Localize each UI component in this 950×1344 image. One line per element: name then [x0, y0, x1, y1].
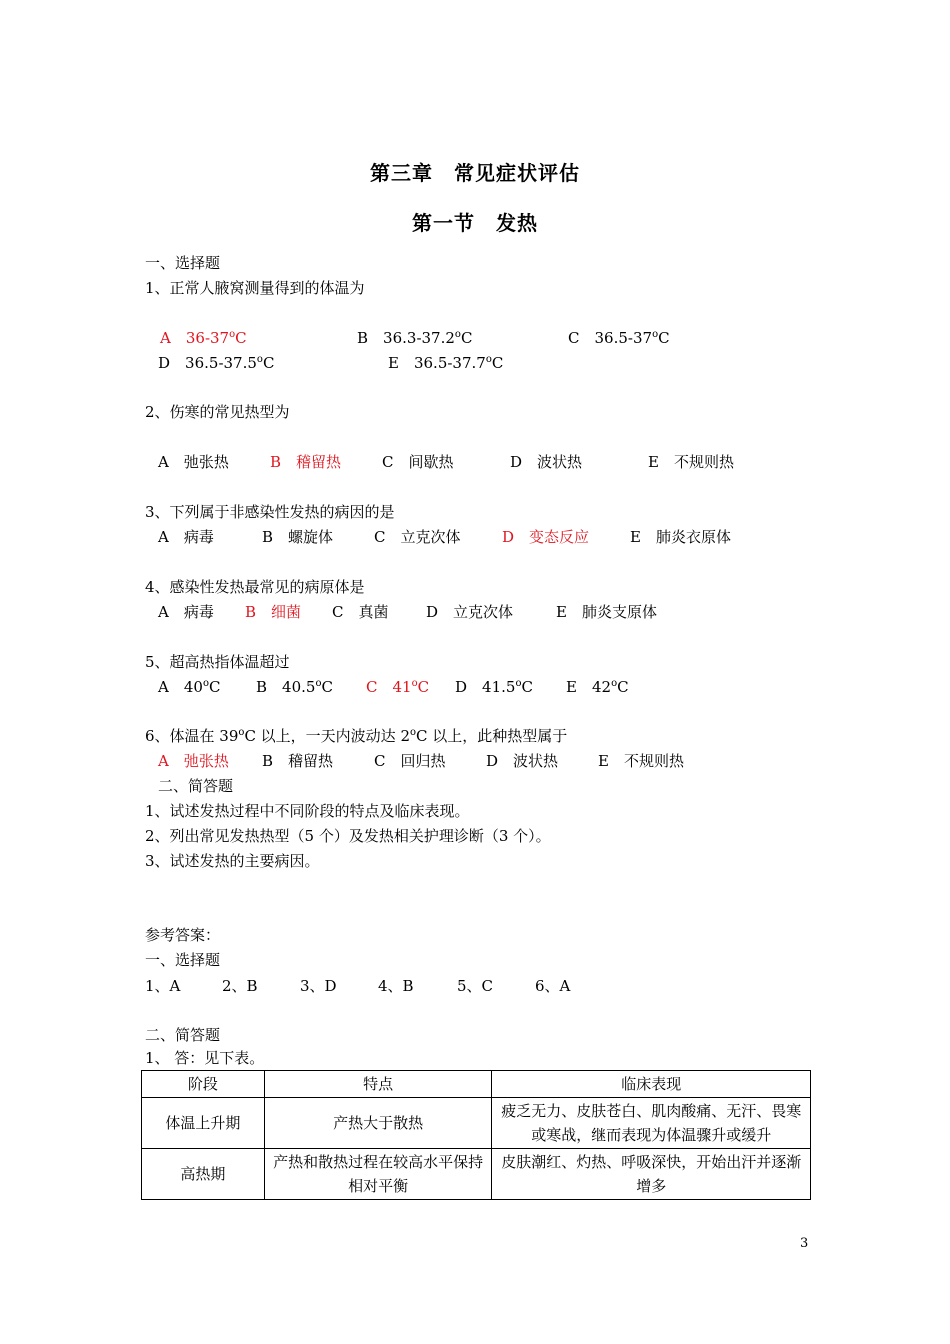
q3-option-a: A 病毒 [158, 528, 214, 546]
table-cell: 体温上升期 [142, 1098, 265, 1149]
q4-option-b: B 细菌 [245, 603, 302, 621]
short-question-1: 1、试述发热过程中不同阶段的特点及临床表现。 [145, 802, 470, 820]
answer-item: 4、B [378, 977, 414, 995]
question-4-stem: 4、感染性发热最常见的病原体是 [145, 578, 365, 596]
table-cell: 产热大于散热 [264, 1098, 492, 1149]
q6-option-b: B 稽留热 [262, 752, 334, 770]
answers-part2-heading: 二、简答题 [145, 1026, 221, 1044]
answers-heading: 参考答案： [145, 926, 221, 944]
q6-option-d: D 波状热 [486, 752, 559, 770]
q5-option-b: B 40.5$^o$C [256, 678, 333, 696]
q4-option-a: A 病毒 [158, 603, 214, 621]
answer-item: 6、A [535, 977, 571, 995]
q2-option-d: D 波状热 [510, 453, 583, 471]
table-cell: 皮肤潮红、灼热、呼吸深快，开始出汗并逐渐增多 [492, 1149, 811, 1200]
q4-option-c: C 真菌 [332, 603, 389, 621]
q3-option-d: D 变态反应 [502, 528, 590, 546]
q1-option-c: C 36.5-37$^o$C [568, 329, 670, 347]
answers-part1-heading: 一、选择题 [145, 951, 221, 969]
table-header-cell: 阶段 [142, 1071, 265, 1098]
question-3-stem: 3、下列属于非感染性发热的病因的是 [145, 503, 395, 521]
q5-option-d: D 41.5$^o$C [455, 678, 533, 696]
answer-item: 3、D [300, 977, 337, 995]
q3-option-e: E 肺炎衣原体 [630, 528, 731, 546]
q5-option-e: E 42$^o$C [566, 678, 629, 696]
q4-option-e: E 肺炎支原体 [556, 603, 657, 621]
section-title: 第一节 发热 [412, 211, 538, 235]
table-header-cell: 临床表现 [492, 1071, 811, 1098]
q1-option-b: B 36.3-37.2$^o$C [357, 329, 473, 347]
table-cell: 高热期 [142, 1149, 265, 1200]
table-row [142, 1098, 811, 1149]
part1-heading: 一、选择题 [145, 254, 221, 272]
table-row [142, 1149, 811, 1200]
question-6-stem: 6、体温在 39$^o$C 以上，一天内波动达 2$^o$C 以上，此种热型属于 [145, 727, 568, 745]
answer-item: 1、A [145, 977, 181, 995]
answer-item: 2、B [222, 977, 258, 995]
q6-option-a: A 弛张热 [158, 752, 229, 770]
page-number: 3 [800, 1236, 809, 1251]
chapter-title: 第三章 常见症状评估 [370, 161, 580, 185]
table-cell: 产热和散热过程在较高水平保持相对平衡 [264, 1149, 492, 1200]
table-header-row [142, 1071, 811, 1098]
question-2-stem: 2、伤寒的常见热型为 [145, 403, 290, 421]
q2-option-e: E 不规则热 [648, 453, 734, 471]
q1-option-a: A 36-37$^o$C [160, 329, 247, 347]
q2-option-a: A 弛张热 [158, 453, 229, 471]
question-1-stem: 1、正常人腋窝测量得到的体温为 [145, 279, 365, 297]
q4-option-d: D 立克次体 [426, 603, 514, 621]
short-question-2: 2、列出常见发热热型（5 个）及发热相关护理诊断（3 个）。 [145, 827, 551, 845]
q1-option-d: D 36.5-37.5$^o$C [158, 354, 275, 372]
answer-1-intro: 1、 答：见下表。 [145, 1049, 265, 1067]
answer-table [141, 1070, 811, 1200]
q5-option-c: C 41$^o$C [366, 678, 430, 696]
question-5-stem: 5、超高热指体温超过 [145, 653, 290, 671]
q2-option-b: B 稽留热 [270, 453, 342, 471]
q6-option-e: E 不规则热 [598, 752, 684, 770]
q6-option-c: C 回归热 [374, 752, 446, 770]
short-question-3: 3、试述发热的主要病因。 [145, 852, 320, 870]
q3-option-b: B 螺旋体 [262, 528, 334, 546]
q2-option-c: C 间歇热 [382, 453, 454, 471]
part2-heading: 二、简答题 [158, 777, 234, 795]
q5-option-a: A 40$^o$C [158, 678, 221, 696]
table-header-cell: 特点 [264, 1071, 492, 1098]
answer-item: 5、C [457, 977, 494, 995]
q3-option-c: C 立克次体 [374, 528, 461, 546]
q1-option-e: E 36.5-37.7$^o$C [388, 354, 504, 372]
table-cell: 疲乏无力、皮肤苍白、肌肉酸痛、无汗、畏寒或寒战，继而表现为体温骤升或缓升 [492, 1098, 811, 1149]
